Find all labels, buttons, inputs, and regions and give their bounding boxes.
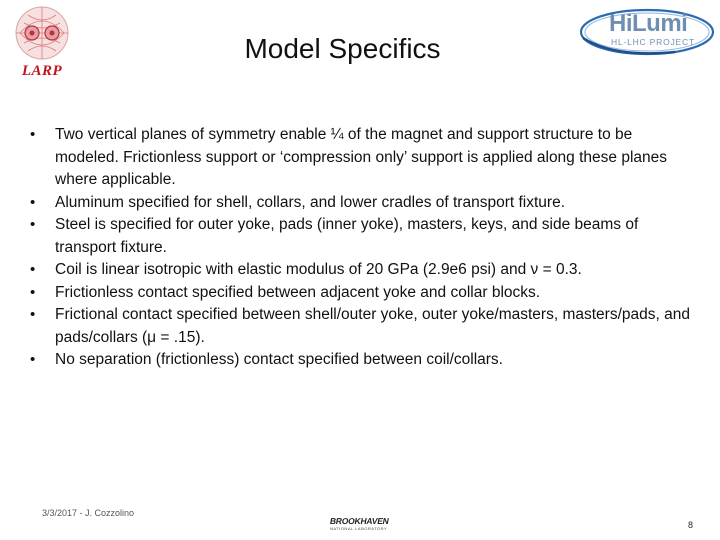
bullet-item: [30, 124, 700, 192]
bullet-item: [30, 259, 700, 282]
bullet-list: [30, 124, 700, 372]
bullet-text: Coil is linear isotropic with elastic modulus of 20 GPa (2.9e6 psi) and ν = 0.3.: [55, 261, 582, 278]
bullet-icon: •: [30, 351, 36, 368]
slide-title: Model Specifics: [244, 33, 441, 64]
hilumi-logo: [575, 6, 715, 62]
hilumi-logo-text: HiLumi: [609, 10, 688, 37]
bullet-item: [30, 214, 700, 259]
brookhaven-logo-subtitle: NATIONAL LABORATORY: [330, 526, 388, 531]
bullet-icon: •: [30, 306, 36, 323]
bullet-icon: •: [30, 126, 36, 143]
bullet-text: Frictionless contact specified between adjacent yoke and collar blocks.: [55, 283, 541, 301]
bullet-item: [30, 282, 700, 305]
bullet-icon: •: [30, 283, 36, 301]
bullet-item: [30, 304, 700, 349]
larp-magnet-graphic: [14, 5, 70, 63]
bullet-text: Aluminum specified for shell, collars, and lower cradles of transport fixture.: [55, 193, 565, 211]
larp-logo-text: LARP: [21, 63, 63, 79]
footer-date-author: 3/3/2017 - J. Cozzolino: [42, 508, 135, 518]
bullet-icon: •: [30, 216, 36, 233]
bullet-text: Frictional contact specified between shell/outer yoke, outer yoke/masters, masters/pads, and pads/collars (μ = .15).: [55, 306, 690, 346]
hilumi-logo-subtitle: HL-LHC PROJECT: [611, 37, 695, 47]
bullet-item: [30, 192, 700, 215]
brookhaven-logo-text: BROOKHAVEN: [329, 516, 390, 526]
brookhaven-logo: [330, 516, 400, 536]
bullet-icon: •: [30, 193, 36, 211]
page-number: 8: [688, 520, 694, 530]
bullet-text: No separation (frictionless) contact specified between coil/collars.: [55, 351, 503, 368]
bullet-icon: •: [30, 261, 36, 278]
larp-logo: [14, 5, 70, 85]
bullet-text: Two vertical planes of symmetry enable ¼ of the magnet and support structure to be modeled. Frictionless support or ‘compression only’ support is applied along these planes where applicable.: [55, 126, 668, 188]
bullet-item: [30, 349, 700, 372]
bullet-text: Steel is specified for outer yoke, pads (inner yoke), masters, keys, and side beams of transport fixture.: [55, 216, 639, 256]
